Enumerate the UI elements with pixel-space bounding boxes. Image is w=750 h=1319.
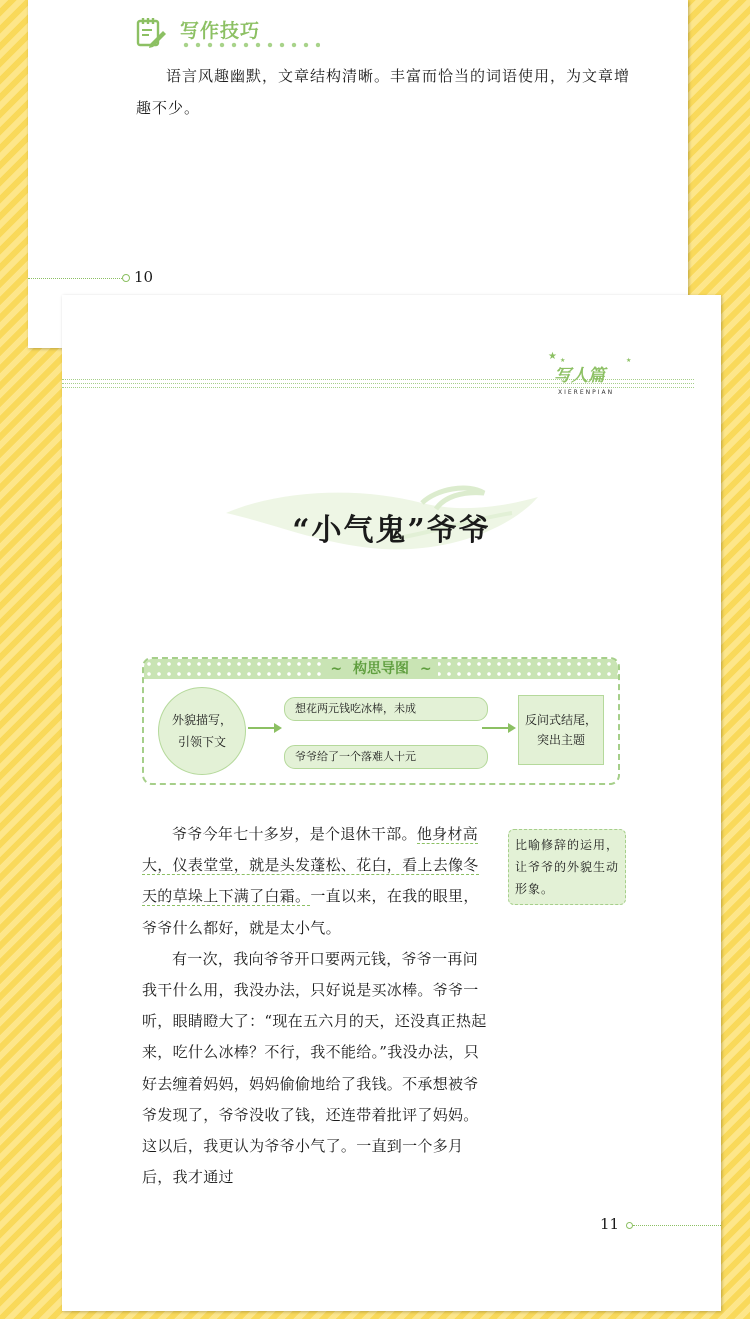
ring-dot	[626, 1222, 633, 1229]
paragraph	[142, 819, 492, 944]
annotated-phrase: 他身材高大，仪表堂堂，就是头发蓬松、花白，看上去像冬天的草垛上下满了白霜。	[142, 825, 479, 906]
text-segment: 爷爷今年七十多岁，是个退休干部。	[172, 825, 417, 843]
star-icon: ★	[626, 357, 632, 364]
margin-note: 比喻修辞的运用，让爷爷的外貌生动形象。	[508, 829, 626, 905]
page-number-footer	[592, 1215, 721, 1235]
mind-map-title-text: 构思导图	[347, 661, 415, 677]
mind-map	[142, 657, 620, 785]
arrow-right-icon	[248, 722, 282, 734]
star-icon: ★	[548, 351, 557, 362]
mind-map-title: ~ 构思导图 ~	[144, 659, 618, 679]
paragraph: 有一次，我向爷爷开口要两元钱，爷爷一再问我干什么用，我没办法，只好说是买冰棒。爷爷一听，眼睛瞪大了：“现在五六月的天，还没真正热起来，吃什么冰棒？不行，我不能给。”我没办法，只好去缠着妈妈，妈妈偷偷地给了我钱。不承想被爷爷发现了，爷爷没收了钱，还连带着批评了妈妈。这以后，我更认为爷爷小气了。一直到一个多月后，我才通过	[142, 949, 487, 1187]
section-pinyin: XIERENPIAN	[558, 389, 615, 396]
mind-map-end-node	[518, 695, 604, 765]
mind-map-branch-1: 想花两元钱吃冰棒，未成	[284, 697, 488, 721]
arrow-right-icon	[482, 722, 516, 734]
writing-tips-text: 语言风趣幽默，文章结构清晰。丰富而恰当的词语使用，为文章增趣不少。	[136, 67, 631, 117]
mind-map-branch-2: 爷爷给了一个落难人十元	[284, 745, 488, 769]
page-number-footer	[28, 268, 228, 288]
writing-tips-header	[136, 14, 326, 50]
text-segment: 一直以来，在我的眼里，爷爷什么都好，就是太小气。	[142, 887, 479, 937]
section-tag: 写人篇	[554, 366, 605, 386]
mind-map-start-text: 外貌描写，引领下文	[171, 713, 232, 749]
mind-map-start-node	[158, 687, 246, 775]
article-body	[142, 819, 492, 1193]
ring-dot	[122, 274, 130, 282]
page-number: 10	[134, 268, 154, 286]
star-icon: ★	[560, 357, 566, 364]
dotted-rule	[28, 278, 124, 279]
dotted-underline	[180, 42, 320, 48]
notepad-pencil-icon	[136, 16, 166, 48]
page-number: 11	[600, 1215, 620, 1233]
writing-tips-title: 写作技巧	[180, 20, 261, 42]
mind-map-end-text: 反问式结尾，突出主题	[525, 713, 598, 747]
dotted-rule	[633, 1225, 721, 1226]
article-title: “小气鬼”爷爷	[292, 513, 491, 548]
current-page	[62, 295, 721, 1311]
